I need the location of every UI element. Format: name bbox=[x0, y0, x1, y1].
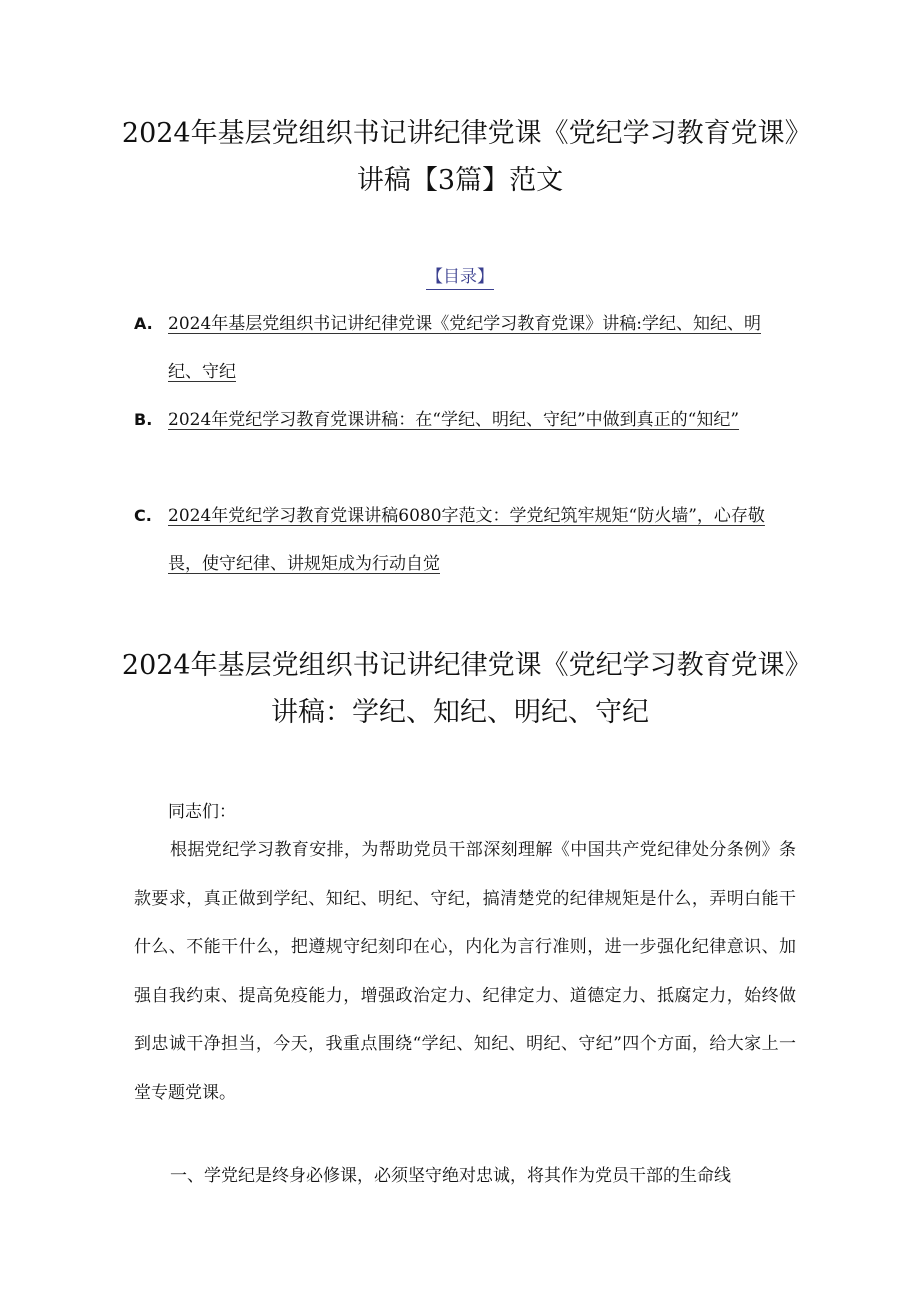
document-title: 2024年基层党组织书记讲纪律党课《党纪学习教育党课》讲稿【3篇】范文 bbox=[121, 118, 799, 196]
toc-item-link[interactable]: 2024年基层党组织书记讲纪律党课《党纪学习教育党课》讲稿:学纪、知纪、明纪、守纪 bbox=[168, 314, 761, 382]
toc-heading-label[interactable]: 【目录】 bbox=[426, 267, 494, 290]
toc-item-b[interactable] bbox=[134, 396, 794, 444]
body-paragraph: 根据党纪学习教育安排，为帮助党员干部深刻理解《中国共产党纪律处分条例》条款要求，真正做到学纪、知纪、明纪、守纪，搞清楚党的纪律规矩是什么，弄明白能干什么、不能干什么，把遵规守纪刻印在心，内化为言行准则，进一步强化纪律意识、加强自我约束、提高免疫能力，增强政治定力、纪律定力、道德定力、抵腐定力，始终做到忠诚干净担当，今天，我重点围绕“学纪、知纪、明纪、守纪”四个方面，给大家上一堂专题党课。 bbox=[134, 840, 796, 1103]
toc-item-letter: A. bbox=[134, 314, 153, 333]
toc-heading bbox=[0, 262, 920, 287]
subsection-heading: 一、学党纪是终身必修课，必须坚守绝对忠诚，将其作为党员干部的生命线 bbox=[170, 1166, 731, 1186]
toc-item-a[interactable] bbox=[134, 300, 794, 396]
toc-item-letter: B. bbox=[134, 410, 153, 429]
toc-item-letter: C. bbox=[134, 506, 152, 525]
toc-item-c[interactable] bbox=[134, 492, 794, 588]
section-title: 2024年基层党组织书记讲纪律党课《党纪学习教育党课》讲稿：学纪、知纪、明纪、守纪 bbox=[121, 650, 799, 728]
toc-item-link[interactable]: 2024年党纪学习教育党课讲稿6080字范文：学党纪筑牢规矩“防火墙”，心存敬畏，使守纪律、讲规矩成为行动自觉 bbox=[168, 506, 765, 574]
toc-item-link[interactable]: 2024年党纪学习教育党课讲稿：在“学纪、明纪、守纪”中做到真正的“知纪” bbox=[168, 410, 740, 430]
salutation: 同志们： bbox=[168, 802, 236, 822]
